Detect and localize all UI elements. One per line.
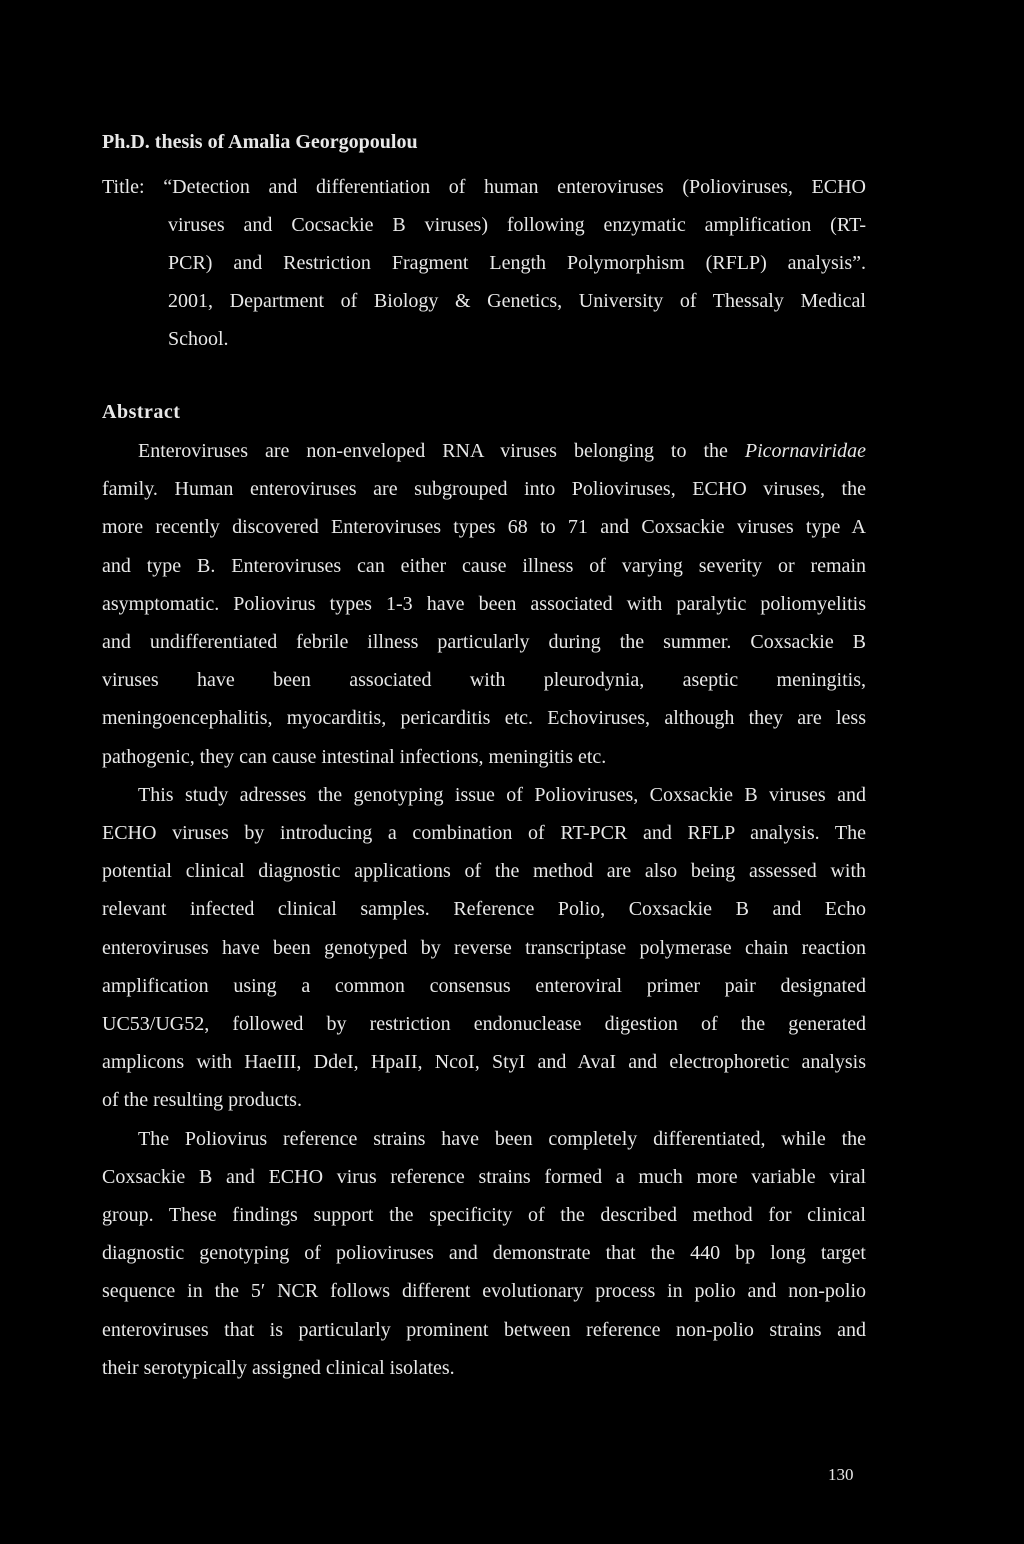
title-line: PCR) and Restriction Fragment Length Polymorphism (RFLP) analysis”. bbox=[168, 252, 866, 274]
paragraph-line: potential clinical diagnostic applications of the method are also being assessed with bbox=[102, 860, 866, 883]
paragraph-line: Coxsackie B and ECHO virus reference strains formed a much more variable viral bbox=[102, 1165, 866, 1188]
paragraph-line: amplicons with HaeIII, DdeI, HpaII, NcoI, StyI and AvaI and electrophoretic analysis bbox=[102, 1051, 866, 1074]
paragraph-line: enteroviruses that is particularly prominent between reference non-polio strains and bbox=[102, 1318, 866, 1341]
paragraph-line: This study adresses the genotyping issue of Polioviruses, Coxsackie B viruses and bbox=[138, 783, 866, 806]
paragraph-line: more recently discovered Enteroviruses types 68 to 71 and Coxsackie viruses type A bbox=[102, 516, 866, 539]
title-line: viruses and Cocsackie B viruses) following enzymatic amplification (RT- bbox=[168, 214, 866, 236]
paragraph-line: amplification using a common consensus enteroviral primer pair designated bbox=[102, 974, 866, 997]
paragraph-line: The Poliovirus reference strains have been completely differentiated, while the bbox=[138, 1127, 866, 1150]
paragraph-text: Enteroviruses are non-enveloped RNA viruses belonging to the bbox=[138, 440, 745, 462]
taxon-name: Picornaviridae bbox=[744, 440, 866, 462]
paragraph-line: asymptomatic. Poliovirus types 1-3 have been associated with paralytic poliomyelitis bbox=[102, 592, 866, 615]
paragraph-line: relevant infected clinical samples. Reference Polio, Coxsackie B and Echo bbox=[102, 898, 866, 921]
paragraph-line: and type B. Enteroviruses can either cause illness of varying severity or remain bbox=[102, 554, 866, 577]
document-page bbox=[102, 0, 866, 1544]
paragraph-line: sequence in the 5′ NCR follows different evolutionary process in polio and non-polio bbox=[102, 1280, 866, 1303]
paragraph-line: ECHO viruses by introducing a combination of RT-PCR and RFLP analysis. The bbox=[102, 822, 866, 845]
paragraph-line: diagnostic genotyping of polioviruses and demonstrate that the 440 bp long target bbox=[102, 1242, 866, 1265]
paragraph-line: enteroviruses have been genotyped by reverse transcriptase polymerase chain reaction bbox=[102, 936, 866, 959]
paragraph-line: their serotypically assigned clinical isolates. bbox=[102, 1356, 455, 1379]
abstract-body bbox=[102, 432, 866, 1387]
paragraph-line bbox=[102, 432, 866, 470]
paragraph-line: viruses have been associated with pleurodynia, aseptic meningitis, bbox=[102, 669, 866, 692]
title-block bbox=[102, 168, 866, 358]
thesis-heading: Ph.D. thesis of Amalia Georgopoulou bbox=[102, 131, 418, 153]
paragraph-line: pathogenic, they can cause intestinal infections, meningitis etc. bbox=[102, 745, 607, 768]
paragraph-line: and undifferentiated febrile illness particularly during the summer. Coxsackie B bbox=[102, 631, 866, 654]
paragraph-line: UC53/UG52, followed by restriction endonuclease digestion of the generated bbox=[102, 1013, 866, 1036]
title-line: School. bbox=[168, 328, 229, 350]
paragraph-line: group. These findings support the specificity of the described method for clinical bbox=[102, 1204, 866, 1227]
page-number: 130 bbox=[828, 1465, 854, 1484]
title-line: Title: “Detection and differentiation of human enteroviruses (Polioviruses, ECHO bbox=[102, 176, 866, 198]
paragraph-line: of the resulting products. bbox=[102, 1089, 302, 1112]
paragraph-line: family. Human enteroviruses are subgrouped into Polioviruses, ECHO viruses, the bbox=[102, 478, 866, 501]
abstract-heading: Abstract bbox=[102, 401, 181, 423]
paragraph-line: meningoencephalitis, myocarditis, pericarditis etc. Echoviruses, although they are less bbox=[102, 707, 866, 730]
title-line: 2001, Department of Biology & Genetics, University of Thessaly Medical bbox=[168, 290, 866, 312]
